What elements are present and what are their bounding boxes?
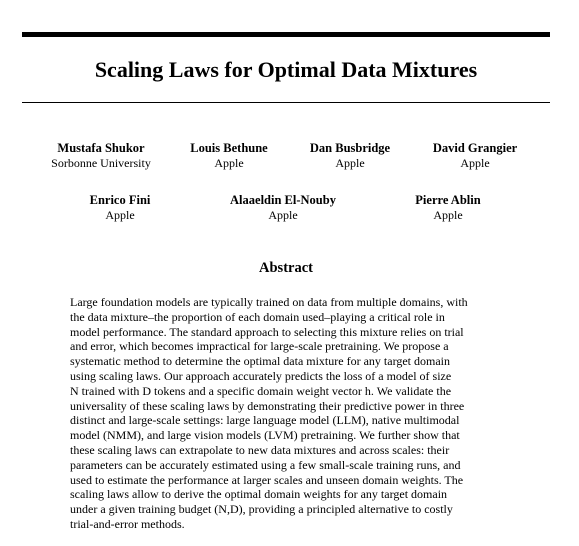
abstract-line: these scaling laws can extrapolate to new data mixtures and across scales: their (70, 442, 450, 457)
author-name: David Grangier (432, 141, 518, 155)
abstract-line: under a given training budget (N,D), providing a principled alternative to costly (70, 502, 453, 517)
abstract-line: scaling laws allow to derive the optimal domain weights for any target domain (70, 487, 448, 502)
author-block (294, 141, 406, 170)
abstract-line: Large foundation models are typically trained on data from multiple domains, with (70, 295, 468, 309)
title-rule (22, 102, 550, 103)
abstract-line: model (NMM), and large vision models (LVM) pretraining. We further show that (70, 428, 460, 443)
author-affiliation: Apple (335, 156, 365, 170)
author-block (70, 193, 170, 222)
abstract-line: using scaling laws. Our approach accurately predicts the loss of a model of size (70, 368, 452, 383)
author-affiliation: Sorbonne University (51, 156, 151, 170)
abstract-line: trial-and-error methods. (70, 516, 185, 531)
author-block (212, 193, 354, 222)
author-block (174, 141, 284, 170)
abstract-heading: Abstract (259, 260, 313, 276)
abstract-line: parameters can be accurately estimated using a few small-scale training runs, and (70, 457, 461, 472)
author-name: Alaaeldin El-Nouby (230, 193, 336, 207)
author-affiliation: Apple (214, 156, 244, 170)
author-affiliation: Apple (460, 156, 490, 170)
author-name: Louis Bethune (190, 141, 268, 155)
author-block (40, 141, 162, 170)
abstract-line: N trained with D tokens and a specific domain weight vector h. We validate the (70, 383, 452, 398)
top-rule (22, 32, 550, 37)
author-block (398, 193, 498, 222)
abstract-line: used to estimate the performance at larger scales and unseen domain weights. The (70, 472, 464, 487)
abstract-line: the data mixture–the proportion of each domain used–playing a critical role in (70, 309, 445, 324)
author-block (418, 141, 532, 170)
abstract-line: systematic method to determine the optimal data mixture for any target domain (70, 354, 451, 369)
abstract-body (70, 295, 510, 532)
abstract-line: distinct and large-scale settings: large language model (LLM), native multimodal (70, 413, 460, 428)
author-name: Enrico Fini (89, 193, 151, 207)
author-affiliation: Apple (105, 208, 135, 222)
author-name: Dan Busbridge (309, 141, 391, 155)
abstract-line: and error, which becomes impractical for large-scale pretraining. We propose a (70, 339, 449, 354)
author-affiliation: Apple (433, 208, 463, 222)
paper-title: Scaling Laws for Optimal Data Mixtures (94, 57, 478, 82)
abstract-line: model performance. The standard approach to selecting this mixture relies on trial (70, 324, 464, 339)
author-name: Pierre Ablin (415, 193, 481, 207)
author-name: Mustafa Shukor (57, 141, 145, 155)
author-affiliation: Apple (268, 208, 298, 222)
abstract-line: universality of these scaling laws by demonstrating their predictive power in three (70, 398, 465, 413)
